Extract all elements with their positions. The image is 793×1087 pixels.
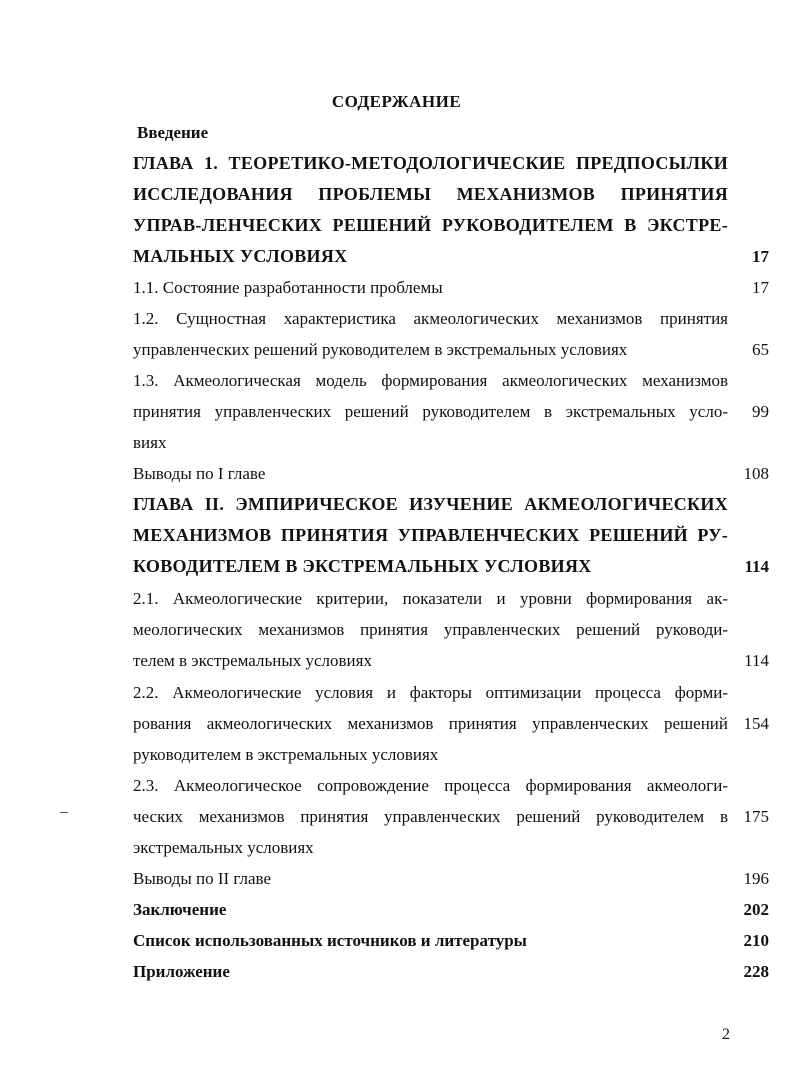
toc-s1-2-line-2[interactable]: управленческих решений руководителем в экстремальных условиях: [133, 340, 628, 359]
toc-s2-3-line-2[interactable]: ческих механизмов принятия управленческих решений руководителем в: [133, 807, 728, 826]
toc-chapter2-line-3[interactable]: КОВОДИТЕЛЕМ В ЭКСТРЕМАЛЬНЫХ УСЛОВИЯХ: [133, 556, 592, 576]
toc-s1-1[interactable]: 1.1. Состояние разработанности проблемы: [133, 278, 443, 297]
toc-s2-2-line-3[interactable]: руководителем в экстремальных условиях: [133, 745, 439, 764]
toc-chapter1-page: 17: [752, 247, 769, 266]
toc-chapter2-line-1[interactable]: ГЛАВА II. ЭМПИРИЧЕСКОЕ ИЗУЧЕНИЕ АКМЕОЛОГИЧЕСКИХ: [133, 494, 728, 514]
toc-s2-2-line-2[interactable]: рования акмеологических механизмов принятия управленческих решений: [133, 714, 728, 733]
toc-conclusions-1-page: 108: [743, 464, 769, 483]
toc-conclusion[interactable]: Заключение: [133, 900, 227, 919]
toc-s2-2-line-1[interactable]: 2.2. Акмеологические условия и факторы оптимизации процесса форми-: [133, 683, 728, 702]
toc-s2-1-line-3[interactable]: телем в экстремальных условиях: [133, 651, 372, 670]
toc-s1-1-page: 17: [752, 278, 769, 297]
toc-s1-2-page: 65: [752, 340, 769, 359]
toc-s2-3-line-3[interactable]: экстремальных условиях: [133, 838, 314, 857]
toc-conclusion-page: 202: [743, 900, 769, 919]
scan-mark: [60, 812, 68, 813]
toc-chapter1-line-3[interactable]: УПРАВ-ЛЕНЧЕСКИХ РЕШЕНИЙ РУКОВОДИТЕЛЕМ В ЭКСТРЕ-: [133, 215, 728, 235]
toc-s1-2-line-1[interactable]: 1.2. Сущностная характеристика акмеологических механизмов принятия: [133, 309, 728, 328]
toc-s2-3-line-1[interactable]: 2.3. Акмеологическое сопровождение процесса формирования акмеологи-: [133, 776, 728, 795]
toc-intro[interactable]: Введение: [137, 123, 209, 142]
page-number: 2: [722, 1026, 730, 1043]
toc-chapter1-line-1[interactable]: ГЛАВА 1. ТЕОРЕТИКО-МЕТОДОЛОГИЧЕСКИЕ ПРЕДПОСЫЛКИ: [133, 153, 728, 173]
toc-appendix-page: 228: [743, 962, 769, 981]
toc-s2-3-page: 175: [743, 807, 769, 826]
toc-conclusions-2[interactable]: Выводы по II главе: [133, 869, 272, 888]
toc-s2-1-line-1[interactable]: 2.1. Акмеологические критерии, показатели и уровни формирования ак-: [133, 589, 728, 608]
toc-s1-3-line-3[interactable]: виях: [133, 433, 167, 452]
toc-chapter2-page: 114: [744, 557, 769, 576]
toc-chapter1-line-4[interactable]: МАЛЬНЫХ УСЛОВИЯХ: [133, 246, 348, 266]
toc-s2-2-page: 154: [743, 714, 769, 733]
toc-conclusions-2-page: 196: [743, 869, 769, 888]
page-title: СОДЕРЖАНИЕ: [331, 92, 462, 111]
toc-references-page: 210: [743, 931, 769, 950]
toc-s2-1-page: 114: [744, 651, 769, 670]
toc-s2-1-line-2[interactable]: меологических механизмов принятия управленческих решений руководи-: [133, 620, 728, 639]
toc-conclusions-1[interactable]: Выводы по I главе: [133, 464, 266, 483]
toc-s1-3-line-2[interactable]: принятия управленческих решений руководителем в экстремальных усло-: [133, 402, 728, 421]
toc-chapter2-line-2[interactable]: МЕХАНИЗМОВ ПРИНЯТИЯ УПРАВЛЕНЧЕСКИХ РЕШЕНИЙ РУ-: [133, 525, 728, 545]
toc-chapter1-line-2[interactable]: ИССЛЕДОВАНИЯ ПРОБЛЕМЫ МЕХАНИЗМОВ ПРИНЯТИЯ: [133, 184, 728, 204]
toc-appendix[interactable]: Приложение: [133, 962, 230, 981]
toc-s1-3-page: 99: [752, 402, 769, 421]
toc-references[interactable]: Список использованных источников и литературы: [133, 931, 527, 950]
toc-s1-3-line-1[interactable]: 1.3. Акмеологическая модель формирования акмеологических механизмов: [133, 371, 728, 390]
